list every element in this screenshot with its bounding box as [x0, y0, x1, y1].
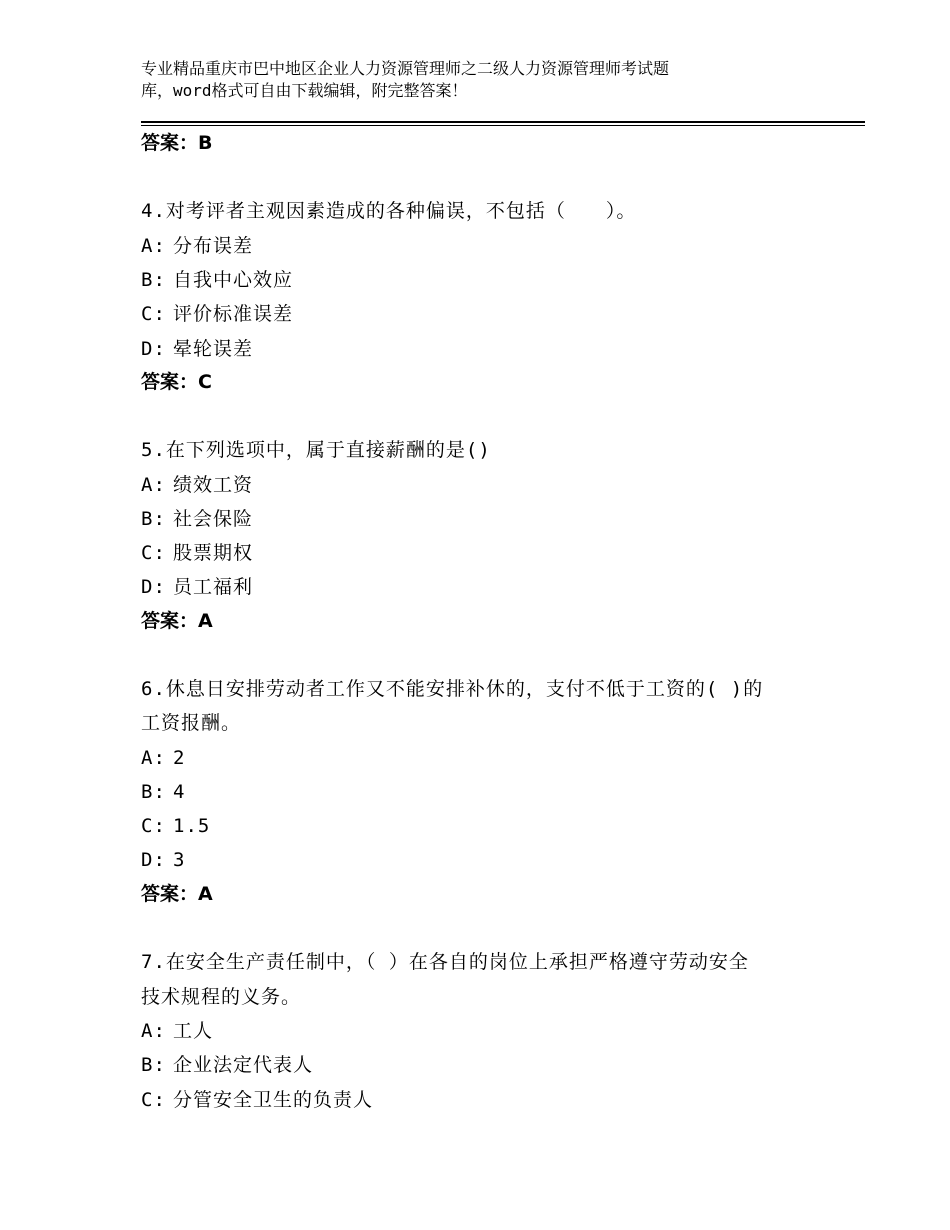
- question-4-option-a: [141, 234, 253, 258]
- answer-line: 答案：B: [141, 132, 213, 154]
- option-key: A:: [141, 747, 166, 769]
- question-6-stem-line-2: 工资报酬。: [141, 712, 242, 734]
- question-5-option-a: [141, 473, 253, 497]
- option-text: 3: [173, 849, 186, 871]
- question-6-option-a: [141, 746, 185, 770]
- question-4-stem: 4.对考评者主观因素造成的各种偏误，不包括（ ）。: [141, 200, 637, 222]
- option-text: 评价标准误差: [173, 303, 294, 325]
- option-key: D:: [141, 576, 166, 598]
- header-rule-thin: [141, 125, 865, 126]
- option-key: C:: [141, 1089, 166, 1111]
- option-text: 2: [173, 747, 186, 769]
- option-text: 晕轮误差: [173, 338, 254, 360]
- header-rule-thick: [141, 121, 865, 123]
- question-6-option-d: [141, 848, 185, 872]
- document-header: [141, 58, 781, 102]
- header-line-1: 专业精品重庆市巴中地区企业人力资源管理师之二级人力资源管理师考试题: [141, 59, 670, 78]
- option-text: 自我中心效应: [173, 269, 294, 291]
- question-6-stem-line-1: 6.休息日安排劳动者工作又不能安排补休的，支付不低于工资的( )的: [141, 678, 764, 700]
- option-text: 员工福利: [173, 576, 254, 598]
- question-5-option-c: [141, 541, 253, 565]
- option-text: 4: [173, 781, 186, 803]
- question-4-option-d: [141, 337, 253, 361]
- option-key: B:: [141, 508, 166, 530]
- option-text: 企业法定代表人: [173, 1054, 314, 1076]
- option-key: B:: [141, 269, 166, 291]
- option-text: 工人: [173, 1020, 214, 1042]
- question-5-stem: 5.在下列选项中，属于直接薪酬的是(): [141, 439, 491, 461]
- option-text: 1.5: [173, 815, 211, 837]
- question-5-answer: 答案：A: [141, 610, 213, 632]
- option-text: 股票期权: [173, 542, 254, 564]
- question-7-stem-line-2: 技术规程的义务。: [141, 986, 302, 1008]
- question-4-option-b: [141, 268, 293, 292]
- option-key: A:: [141, 474, 166, 496]
- question-5-option-b: [141, 507, 253, 531]
- option-key: A:: [141, 235, 166, 257]
- question-6-option-b: [141, 780, 185, 804]
- option-key: D:: [141, 338, 166, 360]
- question-7-option-b: [141, 1053, 313, 1077]
- question-7-option-a: [141, 1019, 213, 1043]
- option-text: 社会保险: [173, 508, 254, 530]
- option-key: C:: [141, 542, 166, 564]
- question-6-option-c: [141, 814, 210, 838]
- question-4-option-c: [141, 302, 293, 326]
- option-text: 分布误差: [173, 235, 254, 257]
- question-5-option-d: [141, 575, 253, 599]
- option-key: C:: [141, 815, 166, 837]
- option-text: 分管安全卫生的负责人: [173, 1089, 374, 1111]
- question-4-answer: 答案：C: [141, 371, 212, 393]
- question-7-option-c: [141, 1088, 373, 1112]
- option-key: A:: [141, 1020, 166, 1042]
- option-text: 绩效工资: [173, 474, 254, 496]
- option-key: B:: [141, 1054, 166, 1076]
- header-line-2: 库，word格式可自由下载编辑，附完整答案！: [141, 81, 468, 100]
- option-key: C:: [141, 303, 166, 325]
- option-key: D:: [141, 849, 166, 871]
- option-key: B:: [141, 781, 166, 803]
- question-6-answer: 答案：A: [141, 883, 213, 905]
- question-7-stem-line-1: 7.在安全生产责任制中，（ ）在各自的岗位上承担严格遵守劳动安全: [141, 951, 749, 973]
